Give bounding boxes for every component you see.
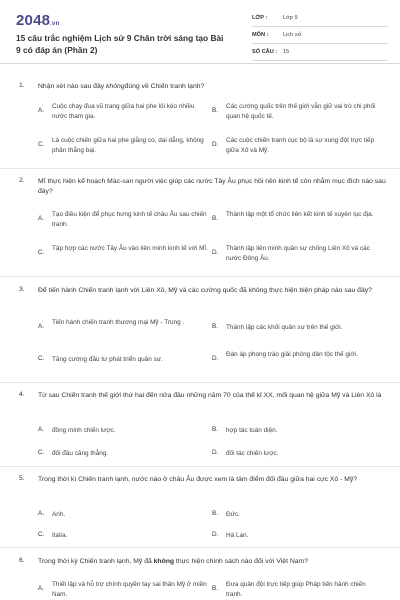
option-text: Tập hợp các nước Tây Âu vào liên minh kinh tế với Mĩ. [52, 245, 208, 252]
question-text-part: đúng về Chiến tranh lạnh? [124, 83, 205, 90]
question-text [38, 82, 388, 92]
option-letter: B. [212, 323, 219, 330]
option-letter: A. [38, 323, 45, 330]
option-letter: B. [212, 510, 219, 517]
option-text: Thành lập các khối quân sự trên thế giới. [226, 324, 343, 331]
option-letter: D. [212, 249, 219, 256]
question-number: 4. [19, 391, 25, 398]
option-letter: A. [38, 107, 45, 114]
option-letter: D. [212, 531, 219, 538]
question-divider [0, 382, 400, 383]
option-text: Anh. [52, 511, 66, 518]
option-letter: A. [38, 585, 45, 592]
logo-main: 2048 [16, 12, 51, 29]
option-text: Tiến hành chiến tranh thương mại Mỹ - Trung . [52, 319, 185, 326]
question-number: 1. [19, 82, 25, 89]
option-text: Tạo điều kiện để phục hưng kinh tế châu Âu sau chiến tranh. [52, 211, 207, 228]
meta-row-subject [252, 27, 388, 44]
option-letter: B. [212, 215, 219, 222]
meta-table [252, 10, 388, 61]
option-letter: A. [38, 510, 45, 517]
option-text: đồng minh chiến lược. [52, 427, 116, 434]
option-letter: B. [212, 585, 219, 592]
question-text-part: Nhận xét nào sau đây [38, 83, 107, 90]
option-letter: D. [212, 449, 219, 456]
question-text: Trong thời kì Chiến tranh lạnh, nước nào ở châu Âu được xem là tâm điểm đối đầu giữa hai cực Xô - Mỹ? [38, 476, 358, 483]
option-text: Italia. [52, 532, 68, 539]
question-text-part: thực hiện chính sách nào đối với Việt Nam? [174, 558, 308, 565]
site-logo[interactable] [16, 12, 59, 29]
option-text: Thành lập liên minh quân sự chống Liên Xô và các nước Đông Âu. [226, 245, 370, 262]
question-number: 2. [19, 177, 25, 184]
question-number: 5. [19, 475, 25, 482]
page-header [0, 0, 400, 64]
option-text: Đức. [226, 511, 240, 518]
option-text: hợp tác toàn diện. [226, 427, 278, 434]
option-letter: B. [212, 426, 219, 433]
question-emphasis: không [153, 558, 175, 565]
meta-value: Lịch sử [283, 32, 302, 38]
question-number: 3. [19, 286, 25, 293]
meta-value: Lớp 9 [283, 15, 298, 21]
option-letter: A. [38, 426, 45, 433]
question-text-part: Trong thời kỳ Chiến tranh lạnh, Mỹ đã [38, 558, 154, 565]
option-letter: D. [212, 355, 219, 362]
option-text: Thiết lập và hỗ trợ chính quyền tay sai thân Mỹ ở miền Nam. [52, 581, 207, 598]
option-text: Đưa quân đội trực tiếp giúp Pháp tiến hành chiến tranh. [226, 581, 366, 598]
option-letter: A. [38, 215, 45, 222]
question-text: Để tiến hành Chiến tranh lạnh với Liên Xô, Mỹ và các cường quốc đã không thực hiện biện pháp nào sau đây? [38, 287, 372, 294]
option-letter: C. [38, 531, 45, 538]
question-divider [0, 466, 400, 467]
question-divider [0, 547, 400, 548]
question-emphasis: không [106, 83, 125, 90]
option-letter: D. [212, 141, 219, 148]
document-title: 15 câu trắc nghiệm Lịch sử 9 Chân trời sáng tạo Bài 9 có đáp án (Phần 2) [16, 33, 224, 55]
option-letter: C. [38, 249, 45, 256]
option-text: Cuộc chạy đua vũ trang giữa hai phe lôi kéo nhiều nước tham gia. [52, 103, 195, 120]
option-text: Hà Lan. [226, 532, 249, 539]
meta-label: SỐ CÂU : [252, 49, 278, 55]
question-text: Từ sau Chiến tranh thế giới thứ hai đến nửa đầu những năm 70 của thế kỉ XX, mối quan hệ giữa Mỹ và Liên Xô là [38, 392, 382, 399]
meta-label: MÔN : [252, 32, 269, 38]
option-text: Đàn áp phong trào giải phóng dân tộc thế giới. [226, 351, 358, 358]
option-text: đối đầu căng thẳng. [52, 450, 109, 457]
meta-label: LỚP : [252, 15, 268, 21]
question-number: 6. [19, 557, 25, 564]
option-letter: C. [38, 449, 45, 456]
question-text [38, 557, 388, 567]
meta-row-grade [252, 10, 388, 27]
question-divider [0, 276, 400, 277]
option-text: Thành lập một tổ chức liên kết kinh tế xuyên lục địa. [226, 211, 374, 218]
option-letter: C. [38, 355, 45, 362]
question-divider [0, 168, 400, 169]
logo-suffix: .vn [50, 21, 60, 27]
meta-row-count [252, 44, 388, 61]
question-text: Mĩ thực hiện kế hoạch Mác-san người việc giúp các nước Tây Âu phục hồi nền kinh tế còn nhằm mục đích nào sau đây? [38, 178, 386, 195]
option-letter: B. [212, 107, 219, 114]
meta-value: 15 [283, 49, 290, 55]
option-text: Các cường quốc trên thế giới vẫn giữ vai trò chi phối quan hệ quốc tế. [226, 103, 376, 120]
option-text: Tăng cường đầu tư phát triển quân sự. [52, 356, 163, 363]
option-text: Là cuộc chiến giữa hai phe giằng co, dai dẳng, không phân thắng bại. [52, 137, 204, 154]
option-text: Các cuộc chiến tranh cục bộ là sự xung đột trực tiếp giữa Xô và Mỹ. [226, 137, 375, 154]
option-text: đối tác chiến lược. [226, 450, 279, 457]
option-letter: C. [38, 141, 45, 148]
